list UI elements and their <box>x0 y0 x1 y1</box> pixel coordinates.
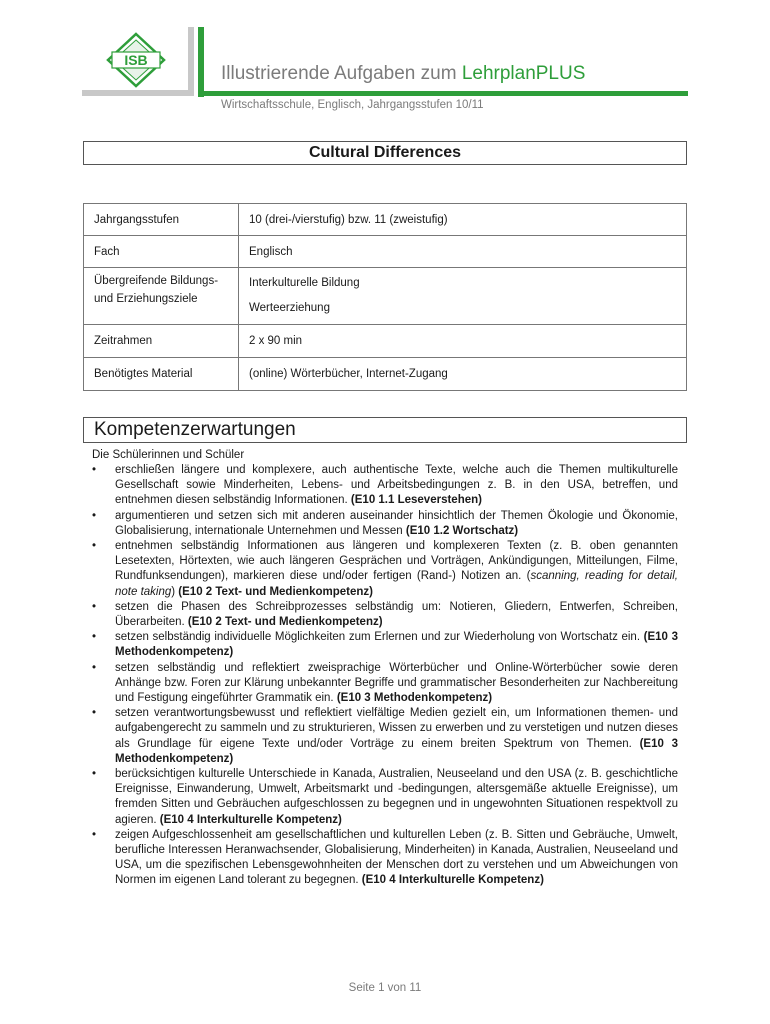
table-value: Englisch <box>239 236 687 268</box>
list-item: • setzen selbständig individuelle Möglichkeiten zum Erlernen und zur Wiederholung von Wortschatz ein. (E10 3 Methodenkompetenz) <box>92 630 678 660</box>
table-row <box>84 358 687 391</box>
table-key: Zeitrahmen <box>84 325 239 358</box>
list-item: • argumentieren und setzen sich mit anderen auseinander hinsichtlich der Themen Ökologie und Ökonomie, Globalisierung, internationale Unternehmen und Messen (E10 1.2 Wortschatz) <box>92 509 678 539</box>
list-item: • entnehmen selbständig Informationen aus längeren und komplexeren Texten (z. B. oben genannten Lesetexten, Hörtexten, wie auch längeren Gesprächen und Vorträgen, Ankündigungen, Mitteilungen, Filme, Rundfunksendungen), markieren diese und/oder fertigen (Rand-) Notizen an. (scanning, reading for detail, note taking) (E10 2 Text- und Medienkompetenz) <box>92 539 678 600</box>
list-item: • setzen selbständig und reflektiert zweisprachige Wörterbücher und Online-Wörterbücher sowie deren Anhänge bzw. Foren zur Klärung unbekannter Begriffe und grammatischer Besonderheiten zur Nachbereitung und Festigung eingeführter Grammatik ein. (E10 3 Methodenkompetenz) <box>92 661 678 707</box>
table-row <box>84 268 687 325</box>
header-accent-line <box>198 91 688 96</box>
competence-list <box>92 463 678 889</box>
list-item: • setzen verantwortungsbewusst und reflektiert vielfältige Medien gezielt ein, um Informationen themen- und aufgabengerecht zu sammeln und zu strukturieren, Wissen zu erwerben und zu verstetigen und nutzen dieses als Grundlage für eigene Texte und/oder Vorträge zu einem breiten Spektrum von Themen. (E10 3 Methodenkompetenz) <box>92 706 678 767</box>
svg-text:ISB: ISB <box>124 52 148 68</box>
table-key: Übergreifende Bildungs- und Erziehungsziele <box>84 268 239 325</box>
table-row <box>84 325 687 358</box>
table-value: 2 x 90 min <box>239 325 687 358</box>
header-title: Illustrierende Aufgaben zum LehrplanPLUS <box>221 63 586 84</box>
header-accent-bar <box>198 27 204 97</box>
table-key: Benötigtes Material <box>84 358 239 391</box>
list-item: • berücksichtigen kulturelle Unterschiede in Kanada, Australien, Neuseeland und den USA (z. B. geschichtliche Ereignisse, Einwanderung, Umwelt, Arbeitsmarkt und -bedingungen, altersgemäße aktuelle Ereignisse), um fremden Sitten und Gebräuchen aufgeschlossen zu begegnen und in ungewohnten Situationen respektvoll zu agieren. (E10 4 Interkulturelle Kompetenz) <box>92 767 678 828</box>
document-title: Cultural Differences <box>83 141 687 165</box>
page-number: Seite 1 von 11 <box>348 982 422 994</box>
header-subtitle: Wirtschaftsschule, Englisch, Jahrgangsstufen 10/11 <box>221 99 484 111</box>
list-item: • erschließen längere und komplexere, auch authentische Texte, welche auch die Themen multikulturelle Gesellschaft sowie Minderheiten, Lebens- und Arbeitsbedingungen z. B. in den USA, betreffen, und entnehmen diesen selbständig Informationen. (E10 1.1 Leseverstehen) <box>92 463 678 509</box>
table-key: Fach <box>84 236 239 268</box>
list-item: • setzen die Phasen des Schreibprozesses selbständig um: Notieren, Gliedern, Entwerfen, Schreiben, Überarbeiten. (E10 2 Text- und Medienkompetenz) <box>92 600 678 630</box>
intro-text: Die Schülerinnen und Schüler <box>92 449 245 461</box>
isb-logo <box>82 30 190 96</box>
table-value: (online) Wörterbücher, Internet-Zugang <box>239 358 687 391</box>
table-row <box>84 204 687 236</box>
table-value: Interkulturelle Bildung Werteerziehung <box>239 268 687 325</box>
table-value: 10 (drei-/vierstufig) bzw. 11 (zweistufig) <box>239 204 687 236</box>
table-row <box>84 236 687 268</box>
section-title: Kompetenzerwartungen <box>83 417 687 443</box>
table-key: Jahrgangsstufen <box>84 204 239 236</box>
info-table <box>83 203 687 391</box>
list-item: • zeigen Aufgeschlossenheit am gesellschaftlichen und kulturellen Leben (z. B. Sitten und Gebräuche, Umwelt, berufliche Interessen Heranwachsender, Globalisierung, Minderheiten) in Kanada, Australien, Neuseeland und USA, um die spezifischen Lebensgewohnheiten der Menschen dort zu verstehen und um Abweichungen von Normen im eigenen Land tolerant zu begegnen. (E10 4 Interkulturelle Kompetenz) <box>92 828 678 889</box>
